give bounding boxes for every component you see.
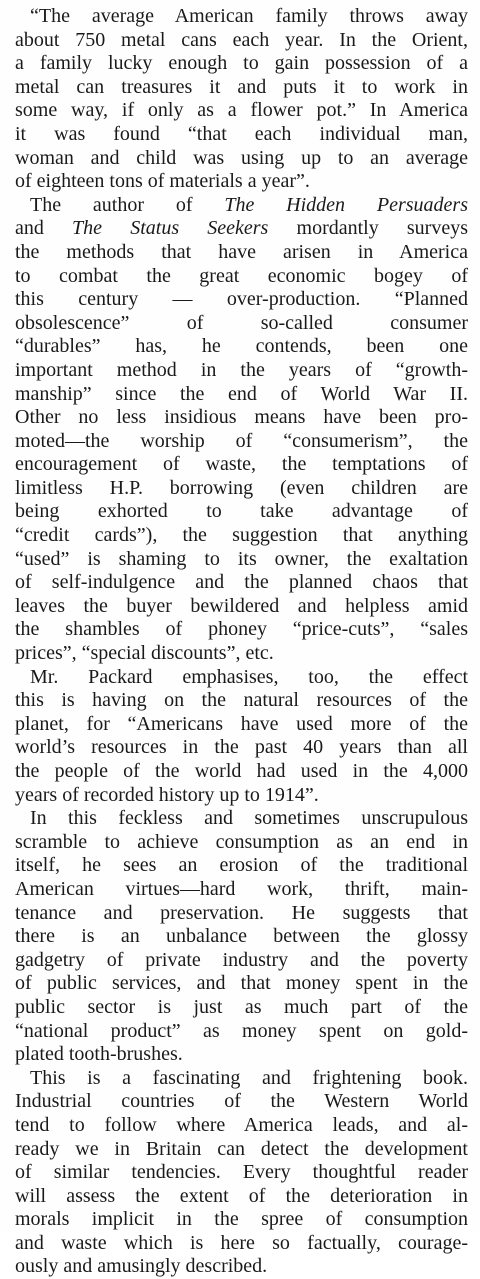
- text-line: American virtues—hard work, thrift, main-: [15, 877, 468, 900]
- paragraph-4: [15, 807, 468, 1067]
- text-line: it was found “that each individual man,: [15, 122, 468, 145]
- text-line: planet, for “Americans have used more of the: [15, 712, 468, 735]
- text-line: about 750 metal cans each year. In the Orient,: [15, 28, 468, 51]
- text-line: encouragement of waste, the temptations of: [15, 453, 468, 476]
- text-line: the people of the world had used in the 4,000: [15, 760, 468, 782]
- text-line: the methods that have arisen in America: [15, 240, 468, 263]
- paragraph-2: [15, 194, 468, 666]
- book-title: The Hidden Persuaders: [224, 193, 468, 216]
- text-line: and waste which is here so factually, courage-: [15, 1231, 468, 1254]
- text-line: world’s resources in the past 40 years than all: [15, 736, 468, 759]
- article-column: [15, 5, 468, 1279]
- text-line: “national product” as money spent on gold-: [15, 1019, 468, 1042]
- text-line: plated tooth-brushes.: [15, 1043, 183, 1066]
- text-line: This is a fascinating and frightening book.: [30, 1066, 468, 1089]
- text-line: “durables” has, he contends, been one: [15, 335, 468, 358]
- text-line: tend to follow where America leads, and al-: [15, 1113, 468, 1136]
- text-line: of public services, and that money spent in the: [15, 972, 468, 995]
- text-line: a family lucky enough to gain possession of a: [15, 52, 468, 75]
- text-line: being exhorted to take advantage of: [15, 500, 468, 523]
- text-line: important method in the years of “growth-: [15, 358, 468, 381]
- text-line: ready we in Britain can detect the development: [15, 1137, 468, 1160]
- text-line: woman and child was using up to an average: [15, 146, 468, 169]
- paragraph-1: [15, 5, 468, 194]
- text-line: of eighteen tons of materials a year”.: [15, 170, 310, 193]
- text-line: of self-indulgence and the planned chaos that: [15, 571, 468, 594]
- text-line: The author of The Hidden Persuaders: [30, 193, 468, 216]
- text-line: this is having on the natural resources of the: [15, 689, 468, 712]
- text-line: the shambles of phoney “price-cuts”, “sales: [15, 618, 468, 641]
- book-title: The Status Seekers: [72, 217, 269, 240]
- text-line: this century — over-production. “Planned: [15, 288, 468, 311]
- text-line: In this feckless and sometimes unscrupulous: [30, 807, 468, 830]
- text-line: there is an unbalance between the glossy: [15, 925, 468, 948]
- text-line: Mr. Packard emphasises, too, the effect: [30, 665, 468, 688]
- text-line: prices”, “special discounts”, etc.: [15, 642, 274, 665]
- text-line: moted—the worship of “consumerism”, the: [15, 429, 468, 452]
- text-line: gadgetry of private industry and the poverty: [15, 948, 468, 971]
- text-line: morals implicit in the spree of consumption: [15, 1208, 468, 1231]
- text-line: of similar tendencies. Every thoughtful reader: [15, 1161, 468, 1184]
- text-line: “credit cards”), the suggestion that anything: [15, 524, 468, 547]
- text-line: years of recorded history up to 1914”.: [15, 783, 319, 806]
- text-line: tenance and preservation. He suggests that: [15, 901, 468, 924]
- paragraph-3: [15, 666, 468, 808]
- text-line: some way, if only as a flower pot.” In America: [15, 99, 468, 122]
- text-line: obsolescence” of so-called consumer: [15, 311, 468, 334]
- text-line: and The Status Seekers mordantly surveys: [15, 217, 468, 240]
- text-line: metal can treasures it and puts it to work in: [15, 75, 468, 98]
- text-line: will assess the extent of the deterioration in: [15, 1184, 468, 1207]
- text-line: limitless H.P. borrowing (even children are: [15, 476, 468, 499]
- text-line: leaves the buyer bewildered and helpless amid: [15, 594, 468, 617]
- text-line: Industrial countries of the Western World: [15, 1090, 468, 1113]
- text-line: “used” is shaming to its owner, the exaltation: [15, 547, 468, 570]
- text-line: ously and amusingly described.: [15, 1255, 268, 1278]
- text-line: manship” since the end of World War II.: [15, 382, 468, 405]
- text-line: to combat the great economic bogey of: [15, 264, 468, 287]
- text-line: public sector is just as much part of the: [15, 995, 468, 1018]
- text-line: “The average American family throws away: [30, 5, 468, 27]
- text-line: scramble to achieve consumption as an end in: [15, 830, 468, 853]
- paragraph-5: [15, 1067, 468, 1279]
- text-line: Other no less insidious means have been pro-: [15, 406, 468, 429]
- text-line: itself, he sees an erosion of the traditional: [15, 854, 468, 877]
